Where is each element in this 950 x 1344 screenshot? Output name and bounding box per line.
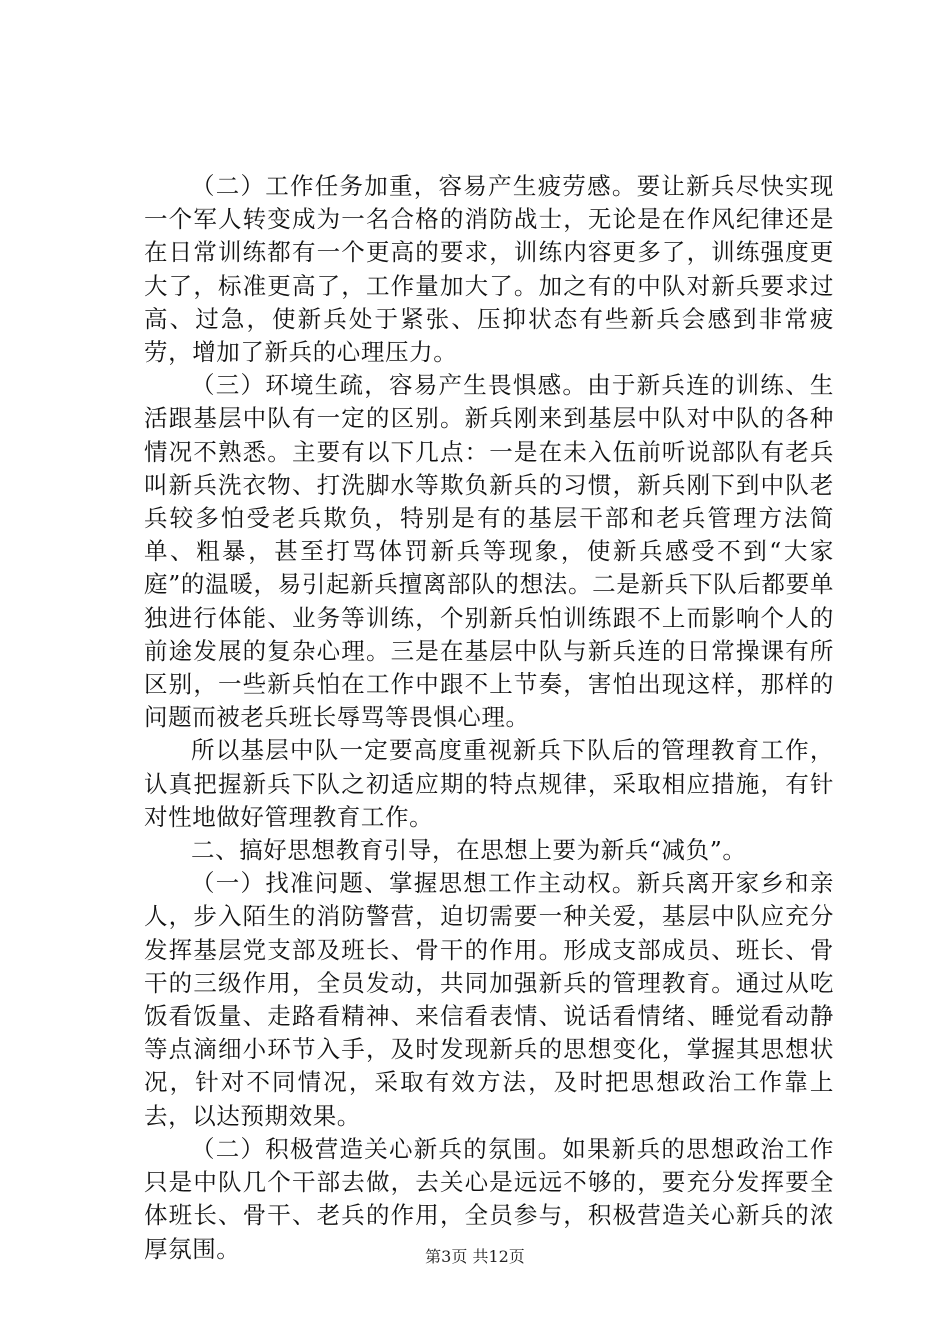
paragraph-atmosphere: （二）积极营造关心新兵的氛围。如果新兵的思想政治工作只是中队几个干部去做，去关心是远远不够的，要充分发挥要全体班长、骨干、老兵的作用，全员参与，积极营造关心新兵的浓厚氛围。 (144, 1134, 834, 1263)
paragraph-fatigue: （二）工作任务加重，容易产生疲劳感。要让新兵尽快实现一个军人转变成为一名合格的消防战士，无论是在作风纪律还是在日常训练都有一个更高的要求，训练内容更多了，训练强度更大了，标准更高了，工作量加大了。加之有的中队对新兵要求过高、过急，使新兵处于紧张、压抑状态有些新兵会感到非常疲劳，增加了新兵的心理压力。 (144, 172, 834, 367)
section-heading-two: 二、搞好思想教育引导，在思想上要为新兵“减负”。 (191, 836, 747, 865)
document-body (144, 170, 834, 1266)
paragraph-fear: （三）环境生疏，容易产生畏惧感。由于新兵连的训练、生活跟基层中队有一定的区别。新兵刚来到基层中队对中队的各种情况不熟悉。主要有以下几点：一是在未入伍前听说部队有老兵叫新兵洗衣物、打洗脚水等欺负新兵的习惯，新兵刚下到中队老兵较多怕受老兵欺负，特别是有的基层干部和老兵管理方法简单、粗暴，甚至打骂体罚新兵等现象，使新兵感受不到“大家庭”的温暖，易引起新兵擅离部队的想法。二是新兵下队后都要单独进行体能、业务等训练，个别新兵怕训练跟不上而影响个人的前途发展的复杂心理。三是在基层中队与新兵连的日常操课有所区别，一些新兵怕在工作中跟不上节奏，害怕出现这样，那样的问题而被老兵班长辱骂等畏惧心理。 (144, 371, 834, 732)
paragraph-initiative: （一）找准问题、掌握思想工作主动权。新兵离开家乡和亲人，步入陌生的消防警营，迫切需要一种关爱，基层中队应充分发挥基层党支部及班长、骨干的作用。形成支部成员、班长、骨干的三级作用，全员发动，共同加强新兵的管理教育。通过从吃饭看饭量、走路看精神、来信看表情、说话看情绪、睡觉看动静等点滴细小环节入手，及时发现新兵的思想变化，掌握其思想状况，针对不同情况，采取有效方法，及时把思想政治工作靠上去，以达预期效果。 (144, 869, 834, 1130)
paragraph-conclusion: 所以基层中队一定要高度重视新兵下队后的管理教育工作，认真把握新兵下队之初适应期的特点规律，采取相应措施，有针对性地做好管理教育工作。 (144, 736, 834, 831)
page-number-footer: 第3页 共12页 (425, 1247, 525, 1266)
